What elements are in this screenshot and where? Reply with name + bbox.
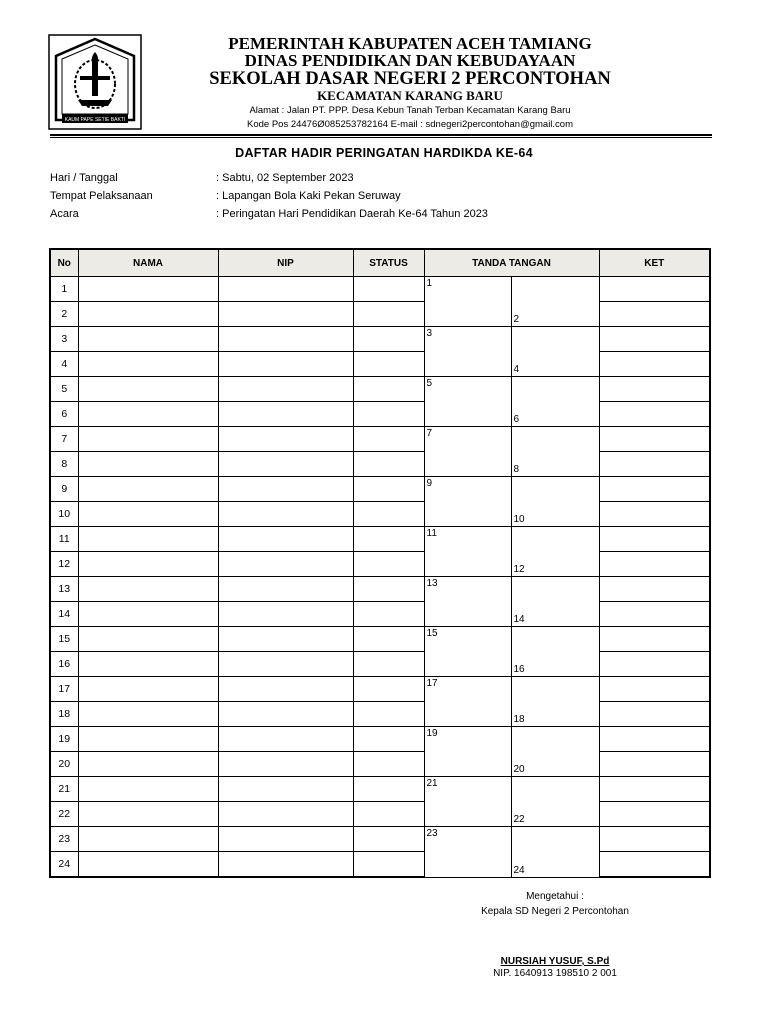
row-number: 8	[50, 452, 78, 477]
row-number: 10	[50, 502, 78, 527]
info-label: Hari / Tanggal	[50, 172, 118, 184]
signature-cell-right	[511, 477, 599, 527]
cell-nama	[78, 477, 218, 502]
cell-ket	[599, 652, 710, 677]
table-row	[50, 802, 710, 827]
column-header-status: STATUS	[353, 249, 424, 277]
cell-nip	[218, 327, 353, 352]
cell-nip	[218, 802, 353, 827]
table-row	[50, 502, 710, 527]
cell-ket	[599, 402, 710, 427]
cell-ket	[599, 777, 710, 802]
signature-cell-left	[424, 827, 511, 878]
table-row	[50, 427, 710, 452]
cell-nama	[78, 277, 218, 302]
signature-number: 19	[426, 728, 438, 739]
cell-ket	[599, 802, 710, 827]
cell-nip	[218, 777, 353, 802]
row-number: 14	[50, 602, 78, 627]
cell-status	[353, 352, 424, 377]
table-row	[50, 777, 710, 802]
cell-ket	[599, 827, 710, 852]
book-icon	[78, 100, 112, 106]
row-number: 17	[50, 677, 78, 702]
cell-nama	[78, 702, 218, 727]
cell-nip	[218, 427, 353, 452]
table-row	[50, 402, 710, 427]
cell-nip	[218, 302, 353, 327]
cell-nama	[78, 752, 218, 777]
cell-status	[353, 727, 424, 752]
signature-number: 12	[513, 564, 525, 575]
signature-cell-right	[511, 677, 599, 727]
signature-number: 4	[513, 364, 520, 375]
cell-nama	[78, 302, 218, 327]
signature-number: 20	[513, 764, 525, 775]
cell-nama	[78, 552, 218, 577]
cell-nama	[78, 827, 218, 852]
table-row	[50, 527, 710, 552]
signature-number: 3	[426, 328, 433, 339]
signature-cell-right	[511, 327, 599, 377]
cell-nip	[218, 627, 353, 652]
signature-cell-right	[511, 377, 599, 427]
cell-nip	[218, 527, 353, 552]
cell-status	[353, 277, 424, 302]
cell-nama	[78, 802, 218, 827]
cell-status	[353, 327, 424, 352]
signature-cell-left	[424, 327, 511, 377]
cell-ket	[599, 302, 710, 327]
letterhead-rule-thin	[50, 137, 712, 138]
cell-nama	[78, 852, 218, 878]
signature-number: 9	[426, 478, 433, 489]
cell-nip	[218, 602, 353, 627]
cell-ket	[599, 752, 710, 777]
cell-status	[353, 602, 424, 627]
cell-nip	[218, 577, 353, 602]
header-department: DINAS PENDIDIKAN DAN KEBUDAYAAN	[244, 51, 576, 70]
cell-nip	[218, 477, 353, 502]
cell-status	[353, 777, 424, 802]
cell-nip	[218, 677, 353, 702]
cell-nip	[218, 752, 353, 777]
acknowledgement-label: Mengetahui :	[526, 891, 584, 902]
cell-status	[353, 802, 424, 827]
crossbar-icon	[80, 76, 110, 80]
signature-cell-left	[424, 277, 511, 327]
row-number: 15	[50, 627, 78, 652]
cell-nip	[218, 377, 353, 402]
cell-status	[353, 702, 424, 727]
school-emblem-logo	[48, 34, 142, 130]
cell-ket	[599, 852, 710, 878]
cell-status	[353, 652, 424, 677]
table-row	[50, 677, 710, 702]
cell-nama	[78, 602, 218, 627]
column-header-nip: NIP	[218, 249, 353, 277]
cell-nip	[218, 827, 353, 852]
row-number: 7	[50, 427, 78, 452]
signature-number: 5	[426, 378, 433, 389]
signature-number: 8	[513, 464, 520, 475]
table-row	[50, 852, 710, 878]
row-number: 1	[50, 277, 78, 302]
signature-number: 7	[426, 428, 433, 439]
cell-nama	[78, 402, 218, 427]
cell-ket	[599, 477, 710, 502]
info-label: Tempat Pelaksanaan	[50, 190, 153, 202]
signature-cell-left	[424, 527, 511, 577]
cell-ket	[599, 702, 710, 727]
info-value: : Peringatan Hari Pendidikan Daerah Ke-64 Tahun 2023	[216, 208, 488, 220]
signer-name: NURSIAH YUSUF, S.Pd	[500, 956, 610, 967]
cell-nama	[78, 777, 218, 802]
info-value: : Lapangan Bola Kaki Pekan Seruway	[216, 190, 401, 202]
document-title: DAFTAR HADIR PERINGATAN HARDIKDA KE-64	[235, 146, 533, 160]
cell-nip	[218, 352, 353, 377]
cell-nip	[218, 727, 353, 752]
cell-nama	[78, 427, 218, 452]
signature-cell-left	[424, 777, 511, 827]
table-row	[50, 702, 710, 727]
signature-cell-right	[511, 627, 599, 677]
signature-number: 1	[426, 278, 433, 289]
signature-number: 17	[426, 678, 438, 689]
signature-cell-right	[511, 727, 599, 777]
table-row	[50, 377, 710, 402]
signature-cell-left	[424, 477, 511, 527]
signature-number: 6	[513, 414, 520, 425]
cell-status	[353, 627, 424, 652]
signature-cell-right	[511, 277, 599, 327]
table-row	[50, 827, 710, 852]
column-header-nama: NAMA	[78, 249, 218, 277]
row-number: 2	[50, 302, 78, 327]
cell-ket	[599, 277, 710, 302]
column-header-tanda-tangan: TANDA TANGAN	[424, 249, 599, 277]
row-number: 9	[50, 477, 78, 502]
row-number: 6	[50, 402, 78, 427]
cell-nama	[78, 502, 218, 527]
signature-cell-right	[511, 577, 599, 627]
signature-cell-right	[511, 427, 599, 477]
signature-number: 24	[513, 864, 525, 876]
header-district: KECAMATAN KARANG BARU	[317, 88, 503, 103]
table-row	[50, 477, 710, 502]
row-number: 19	[50, 727, 78, 752]
column-header-ket: KET	[599, 249, 710, 277]
row-number: 5	[50, 377, 78, 402]
cell-nama	[78, 352, 218, 377]
cell-ket	[599, 327, 710, 352]
cell-status	[353, 502, 424, 527]
cell-ket	[599, 677, 710, 702]
table-row	[50, 727, 710, 752]
cell-status	[353, 402, 424, 427]
cell-nip	[218, 852, 353, 878]
cell-status	[353, 552, 424, 577]
signature-number: 21	[426, 778, 438, 789]
cell-nama	[78, 377, 218, 402]
signature-cell-left	[424, 427, 511, 477]
cell-status	[353, 852, 424, 878]
table-row	[50, 302, 710, 327]
row-number: 3	[50, 327, 78, 352]
logo-motto: KAUM PAPE SETIE BAKTI	[64, 117, 126, 123]
cell-status	[353, 577, 424, 602]
cell-ket	[599, 527, 710, 552]
signature-cell-left	[424, 627, 511, 677]
cell-status	[353, 427, 424, 452]
cell-nama	[78, 627, 218, 652]
cell-status	[353, 477, 424, 502]
cell-ket	[599, 727, 710, 752]
row-number: 18	[50, 702, 78, 727]
signature-number: 22	[513, 814, 525, 825]
cell-ket	[599, 502, 710, 527]
signature-number: 23	[426, 828, 438, 839]
row-number: 16	[50, 652, 78, 677]
cell-ket	[599, 352, 710, 377]
table-body	[50, 277, 710, 878]
row-number: 4	[50, 352, 78, 377]
cell-status	[353, 827, 424, 852]
attendance-table	[49, 248, 711, 878]
row-number: 23	[50, 827, 78, 852]
signature-cell-left	[424, 377, 511, 427]
row-number: 20	[50, 752, 78, 777]
signature-cell-left	[424, 727, 511, 777]
table-row	[50, 577, 710, 602]
header-government: PEMERINTAH KABUPATEN ACEH TAMIANG	[228, 34, 592, 53]
row-number: 22	[50, 802, 78, 827]
signature-cell-right	[511, 527, 599, 577]
cell-ket	[599, 452, 710, 477]
table-row	[50, 552, 710, 577]
cell-nama	[78, 527, 218, 552]
cell-ket	[599, 377, 710, 402]
table-row	[50, 327, 710, 352]
signature-number: 11	[426, 528, 437, 539]
signer-nip: NIP. 1640913 198510 2 001	[493, 968, 617, 979]
cell-nip	[218, 552, 353, 577]
table-row	[50, 602, 710, 627]
cell-nip	[218, 502, 353, 527]
signature-cell-left	[424, 577, 511, 627]
cell-nama	[78, 577, 218, 602]
header-address: Alamat : Jalan PT. PPP. Desa Kebun Tanah Terban Kecamatan Karang Baru	[249, 105, 571, 116]
signature-number: 15	[426, 628, 438, 639]
cell-status	[353, 677, 424, 702]
row-number: 11	[50, 527, 78, 552]
cell-ket	[599, 552, 710, 577]
table-header-row	[50, 249, 710, 277]
table-row	[50, 652, 710, 677]
cell-nip	[218, 452, 353, 477]
cell-nama	[78, 327, 218, 352]
row-number: 24	[50, 852, 78, 878]
signature-cell-left	[424, 677, 511, 727]
row-number: 12	[50, 552, 78, 577]
cell-status	[353, 302, 424, 327]
cell-status	[353, 527, 424, 552]
signature-number: 13	[426, 578, 438, 589]
row-number: 21	[50, 777, 78, 802]
cell-nama	[78, 652, 218, 677]
signature-cell-right	[511, 827, 599, 878]
cell-status	[353, 452, 424, 477]
cell-ket	[599, 577, 710, 602]
cell-nip	[218, 277, 353, 302]
cell-nama	[78, 727, 218, 752]
cell-ket	[599, 427, 710, 452]
cell-status	[353, 752, 424, 777]
table-row	[50, 352, 710, 377]
signature-number: 18	[513, 714, 525, 725]
signature-number: 10	[513, 514, 525, 525]
table-row	[50, 752, 710, 777]
signature-cell-right	[511, 777, 599, 827]
letterhead-rule-thick	[50, 134, 712, 136]
cell-nip	[218, 652, 353, 677]
cell-ket	[599, 627, 710, 652]
cell-nip	[218, 402, 353, 427]
signature-number: 16	[513, 664, 525, 675]
info-value: : Sabtu, 02 September 2023	[216, 172, 354, 184]
signer-role: Kepala SD Negeri 2 Percontohan	[481, 906, 629, 917]
header-school-name: SEKOLAH DASAR NEGERI 2 PERCONTOHAN	[209, 69, 611, 89]
header-contact: Kode Pos 24476Ø085253782164 E-mail : sdnegeri2percontohan@gmail.com	[247, 119, 573, 130]
cell-nama	[78, 452, 218, 477]
column-header-no: No	[50, 249, 78, 277]
signature-number: 14	[513, 614, 525, 625]
row-number: 13	[50, 577, 78, 602]
table-row	[50, 277, 710, 302]
table-row	[50, 627, 710, 652]
cell-nip	[218, 702, 353, 727]
table-row	[50, 452, 710, 477]
cell-nama	[78, 677, 218, 702]
cell-ket	[599, 602, 710, 627]
signature-number: 2	[513, 314, 520, 325]
cell-status	[353, 377, 424, 402]
info-label: Acara	[50, 208, 79, 220]
